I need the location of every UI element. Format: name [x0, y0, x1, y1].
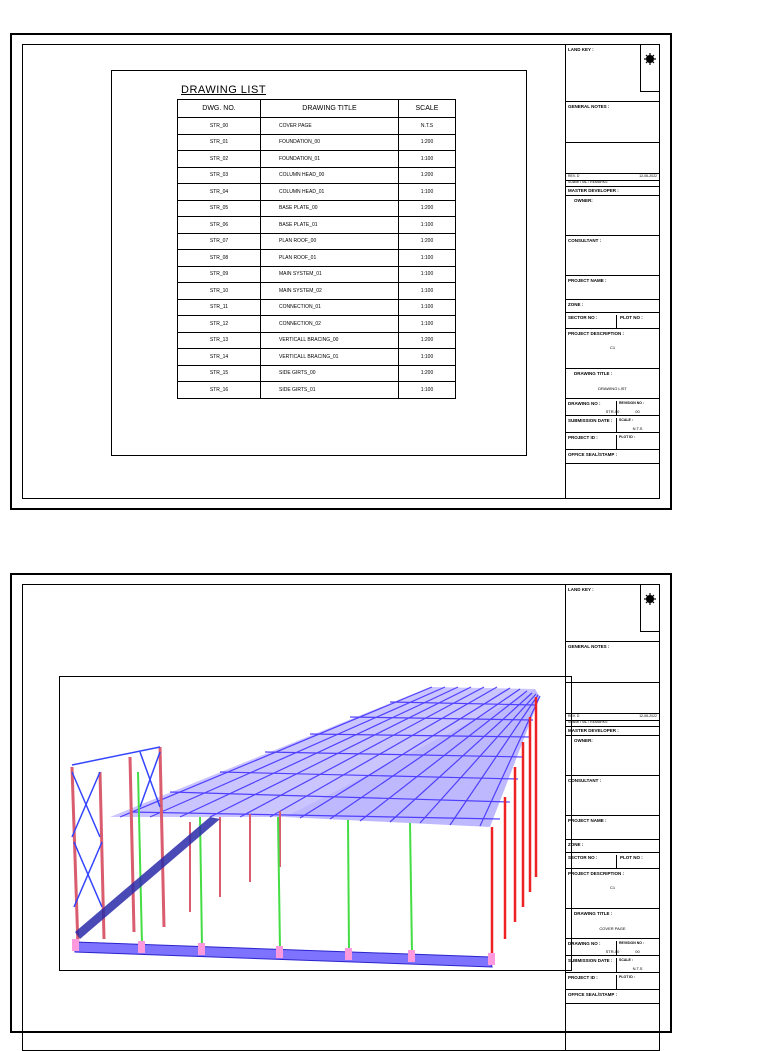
project-description-cell-label: PROJECT DESCRIPTION :	[568, 331, 625, 336]
table-row	[178, 316, 456, 333]
zone-cell-label: ZONE :	[568, 842, 584, 847]
office-seal-cell	[566, 450, 659, 464]
owner-cell	[566, 196, 659, 236]
table-row	[178, 382, 456, 399]
project-name-cell-label: PROJECT NAME :	[568, 818, 607, 823]
land-key-cell-label: LAND KEY :	[568, 587, 594, 592]
consultant-cell	[566, 236, 659, 276]
scale-cell: 1:100	[399, 184, 456, 201]
scale-cell: 1:100	[399, 299, 456, 316]
sector-no-cell-label: SECTOR NO :	[568, 855, 598, 860]
office-seal-cell-label: OFFICE SEAL/STAMP :	[568, 992, 618, 997]
drawing-title-cell: CONNECTION_02	[261, 316, 399, 333]
drawing-title-cell: SIDE GIRTS_00	[261, 365, 399, 382]
dwg-no-cell: STR_11	[178, 299, 261, 316]
dwg-no-cell: STR_01	[178, 134, 261, 151]
scale-cell: 1:100	[399, 266, 456, 283]
drawing-title-value: COVER PAGE	[599, 926, 626, 931]
steel-structure-rendering	[60, 677, 571, 970]
drawing-title-cell-label: DRAWING TITLE :	[574, 371, 613, 376]
revision-no-label: REVISION NO :	[616, 401, 644, 416]
drawing-title-value: DRAWING LIST	[598, 386, 627, 391]
scale-cell: 1:200	[399, 365, 456, 382]
table-row	[178, 167, 456, 184]
drawing-title-cell: BASE PLATE_00	[261, 200, 399, 217]
drawing-no-cell-label: DRAWING NO :	[568, 941, 601, 946]
drawing-title-cell	[566, 909, 659, 939]
scale-cell: 1:200	[399, 167, 456, 184]
revision-no-label: REVISION NO :	[616, 941, 644, 956]
submission-date-cell-label: SUBMISSION DATE :	[568, 418, 613, 423]
drawing-no-value: STR-00	[605, 409, 620, 414]
project-id-cell-label: PROJECT ID :	[568, 435, 598, 440]
sector-no-cell	[566, 313, 659, 329]
table-row	[178, 365, 456, 382]
drawing-title-cell: CONNECTION_01	[261, 299, 399, 316]
drawing-title-cell: COLUMN HEAD_01	[261, 184, 399, 201]
owner-cell-label: OWNER:	[574, 738, 593, 743]
drawing-title-cell: VERTICALL BRACING_00	[261, 332, 399, 349]
owner-cell-label: OWNER:	[574, 198, 593, 203]
dwg-no-cell: STR_04	[178, 184, 261, 201]
title-block	[565, 45, 659, 498]
table-row	[178, 233, 456, 250]
scale-label: SCALE :	[616, 958, 633, 973]
drawing-title-cell: FOUNDATION_00	[261, 134, 399, 151]
scale-cell: 1:100	[399, 283, 456, 300]
drawing-title-cell: VERTICALL BRACING_01	[261, 349, 399, 366]
plot-id-label: PLOT ID :	[616, 435, 635, 450]
drawing-title-cell: COVER PAGE	[261, 118, 399, 135]
drawing-title-cell: SIDE GIRTS_01	[261, 382, 399, 399]
drawing-title-cell: MAIN SYSTEM_02	[261, 283, 399, 300]
side-ground-beam	[75, 817, 220, 939]
project-name-cell	[566, 816, 659, 840]
revision-remarks-label: SUBMITTAL / REMARKS	[568, 720, 608, 724]
consultant-cell	[566, 776, 659, 816]
revision-value: 00	[635, 409, 640, 414]
general-notes-cell-label: GENERAL NOTES :	[568, 104, 610, 109]
project-id-cell	[566, 433, 659, 450]
sector-no-cell-label: SECTOR NO :	[568, 315, 598, 320]
owner-cell	[566, 736, 659, 776]
table-row	[178, 332, 456, 349]
structure-3d-view	[59, 676, 572, 971]
office-seal-cell	[566, 990, 659, 1004]
drawing-sheet-2	[10, 573, 672, 1033]
scale-cell: 1:200	[399, 332, 456, 349]
revision-value: 00	[635, 949, 640, 954]
title-block-2	[565, 585, 659, 1050]
drawing-title-cell	[566, 369, 659, 399]
drawing-list-header-row	[178, 100, 456, 118]
master-developer-cell	[566, 186, 659, 196]
drawing-title-cell: PLAN ROOF_00	[261, 233, 399, 250]
general-notes-cell	[566, 102, 659, 143]
dwg-no-cell: STR_12	[178, 316, 261, 333]
project-id-cell	[566, 973, 659, 990]
consultant-cell-label: CONSULTANT :	[568, 778, 602, 783]
master-developer-cell-label: MASTER DEVELOPER :	[568, 188, 619, 193]
sector-no-cell	[566, 853, 659, 869]
scale-cell: 1:200	[399, 134, 456, 151]
table-row	[178, 151, 456, 168]
scale-label: SCALE :	[616, 418, 633, 433]
sheet-1-inner-border	[22, 44, 660, 499]
scale-cell: 1:100	[399, 151, 456, 168]
column-header-scale: SCALE	[399, 100, 456, 118]
general-notes-cell-label: GENERAL NOTES :	[568, 644, 610, 649]
scale-cell: 1:200	[399, 233, 456, 250]
revision-table	[566, 683, 659, 727]
dwg-no-cell: STR_07	[178, 233, 261, 250]
gable-bracing	[72, 747, 160, 907]
master-developer-cell-label: MASTER DEVELOPER :	[568, 728, 619, 733]
dwg-no-cell: STR_05	[178, 200, 261, 217]
dwg-no-cell: STR_14	[178, 349, 261, 366]
dwg-no-cell: STR_09	[178, 266, 261, 283]
project-id-cell-label: PROJECT ID :	[568, 975, 598, 980]
compass-logo-icon	[640, 585, 659, 632]
drawing-title-cell: PLAN ROOF_01	[261, 250, 399, 267]
revision-table	[566, 143, 659, 187]
scale-value: N.T.S	[632, 426, 643, 431]
revision-date: 12-06-2022	[639, 174, 657, 178]
consultant-cell-label: CONSULTANT :	[568, 238, 602, 243]
ground-beam	[75, 942, 492, 967]
table-row	[178, 217, 456, 234]
drawing-sheet-1	[10, 33, 672, 510]
drawing-no-cell-label: DRAWING NO :	[568, 401, 601, 406]
drawing-title-cell-label: DRAWING TITLE :	[574, 911, 613, 916]
column-header-dwg-no: DWG. NO.	[178, 100, 261, 118]
project-name-cell	[566, 276, 659, 300]
table-row	[178, 134, 456, 151]
scale-cell: 1:100	[399, 382, 456, 399]
column-header-drawing-title: DRAWING TITLE	[261, 100, 399, 118]
dwg-no-cell: STR_15	[178, 365, 261, 382]
compass-logo-icon	[640, 45, 659, 92]
revision-row-label: REV. D	[568, 714, 580, 718]
dwg-no-cell: STR_08	[178, 250, 261, 267]
scale-cell: 1:100	[399, 316, 456, 333]
table-row	[178, 250, 456, 267]
table-row	[178, 299, 456, 316]
zone-cell-label: ZONE :	[568, 302, 584, 307]
zone-cell	[566, 300, 659, 313]
plot-no-label: PLOT NO :	[616, 315, 643, 329]
project-description-value: C1	[609, 885, 616, 890]
drawing-list-body	[178, 118, 456, 399]
drawing-title-cell: BASE PLATE_01	[261, 217, 399, 234]
dwg-no-cell: STR_10	[178, 283, 261, 300]
dwg-no-cell: STR_06	[178, 217, 261, 234]
scale-value: N.T.S	[632, 966, 643, 971]
revision-row-label: REV. D	[568, 174, 580, 178]
drawing-title-cell: COLUMN HEAD_00	[261, 167, 399, 184]
plot-no-label: PLOT NO :	[616, 855, 643, 869]
table-row	[178, 200, 456, 217]
drawing-list-table	[177, 99, 456, 399]
sheet-2-inner-border	[22, 584, 660, 1051]
table-row	[178, 118, 456, 135]
dwg-no-cell: STR_02	[178, 151, 261, 168]
table-row	[178, 283, 456, 300]
table-row	[178, 266, 456, 283]
plot-id-label: PLOT ID :	[616, 975, 635, 990]
table-row	[178, 349, 456, 366]
drawing-title-cell: FOUNDATION_01	[261, 151, 399, 168]
scale-cell: N.T.S	[399, 118, 456, 135]
drawing-no-value: STR-00	[605, 949, 620, 954]
scale-cell: 1:100	[399, 349, 456, 366]
revision-remarks-label: SUBMITTAL / REMARKS	[568, 180, 608, 184]
project-description-value: C1	[609, 345, 616, 350]
dwg-no-cell: STR_00	[178, 118, 261, 135]
master-developer-cell	[566, 726, 659, 736]
dwg-no-cell: STR_16	[178, 382, 261, 399]
dwg-no-cell: STR_13	[178, 332, 261, 349]
drawing-list-frame	[111, 70, 527, 456]
table-row	[178, 184, 456, 201]
general-notes-cell	[566, 642, 659, 683]
revision-date: 12-06-2022	[639, 714, 657, 718]
submission-date-cell-label: SUBMISSION DATE :	[568, 958, 613, 963]
scale-cell: 1:100	[399, 250, 456, 267]
zone-cell	[566, 840, 659, 853]
scale-cell: 1:100	[399, 217, 456, 234]
scale-cell: 1:200	[399, 200, 456, 217]
drawing-list-heading: DRAWING LIST	[181, 84, 267, 96]
drawing-title-cell: MAIN SYSTEM_01	[261, 266, 399, 283]
project-description-cell-label: PROJECT DESCRIPTION :	[568, 871, 625, 876]
land-key-cell-label: LAND KEY :	[568, 47, 594, 52]
dwg-no-cell: STR_03	[178, 167, 261, 184]
office-seal-cell-label: OFFICE SEAL/STAMP :	[568, 452, 618, 457]
project-name-cell-label: PROJECT NAME :	[568, 278, 607, 283]
